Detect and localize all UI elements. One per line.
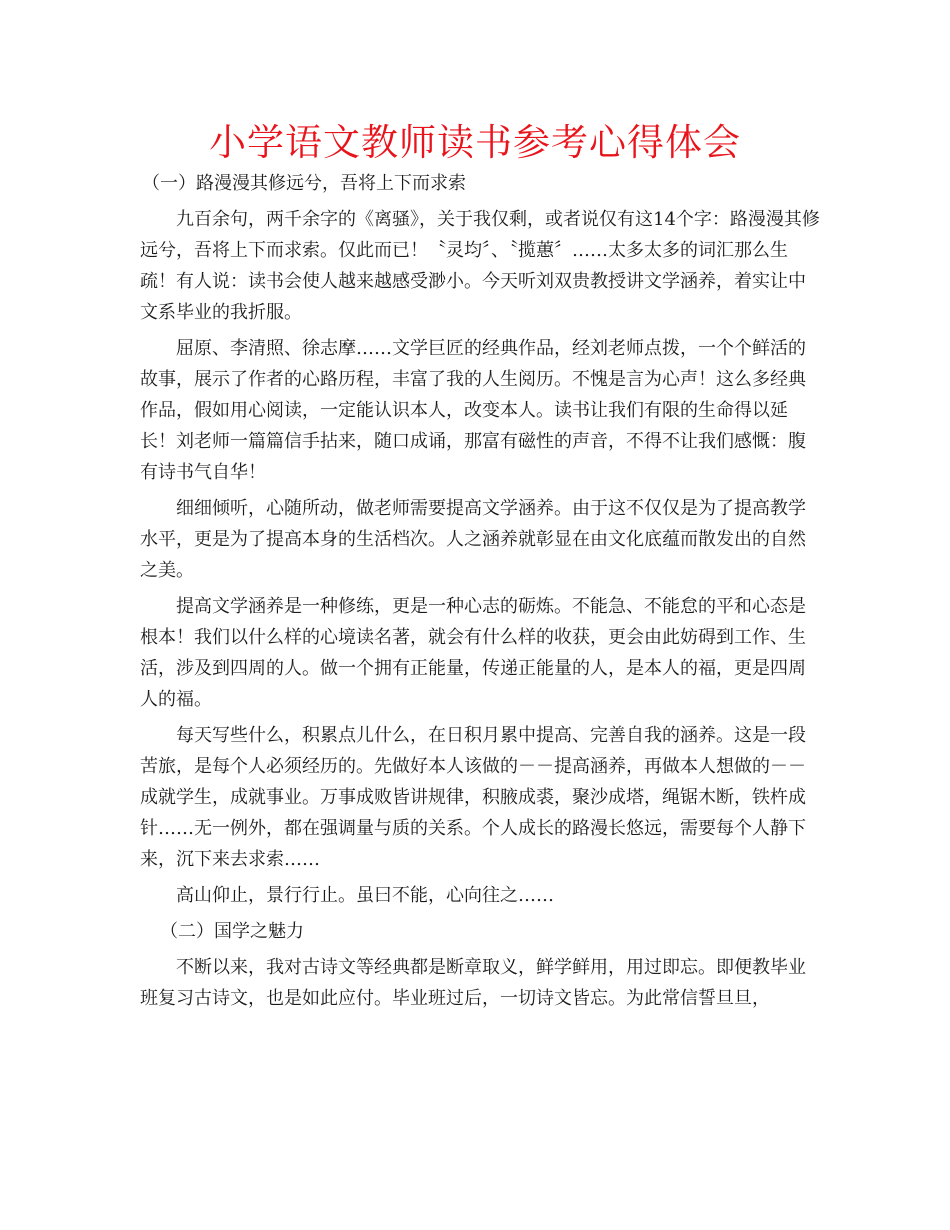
paragraph: 屈原、李清照、徐志摩……文学巨匠的经典作品，经刘老师点拨，一个个鲜活的故事，展示了作者的心路历程，丰富了我的人生阅历。不愧是言为心声！这么多经典作品，假如用心阅读，一定能认识本人，改变本人。读书让我们有限的生命得以延长！刘老师一篇篇信手拈来，随口成诵，那富有磁性的声音，不得不让我们感慨：腹有诗书气自华！ [140, 338, 806, 483]
document-title: 小学语文教师读书参考心得体会 [209, 121, 741, 164]
document-body [140, 168, 820, 1014]
section-heading-1: （一）路漫漫其修远兮，吾将上下而求索 [142, 173, 466, 194]
paragraph: 高山仰止，景行行止。虽曰不能，心向往之…… [176, 885, 554, 906]
paragraph: 提高文学涵养是一种修练，更是一种心志的砺炼。不能急、不能怠的平和心态是根本！我们以什么样的心境读名著，就会有什么样的收获，更会由此妨碍到工作、生活，涉及到四周的人。做一个拥有正能量，传递正能量的人，是本人的福，更是四周人的福。 [140, 596, 806, 710]
paragraph: 不断以来，我对古诗文等经典都是断章取义，鲜学鲜用，用过即忘。即便教毕业班复习古诗文，也是如此应付。毕业班过后，一切诗文皆忘。为此常信誓旦旦， [140, 957, 806, 1009]
paragraph: 细细倾听，心随所动，做老师需要提高文学涵养。由于这不仅仅是为了提高教学水平，更是为了提高本身的生活档次。人之涵养就彰显在由文化底蕴而散发出的自然之美。 [140, 498, 806, 581]
section-heading-2: （二）国学之魅力 [160, 921, 304, 942]
paragraph: 九百余句，两千余字的《离骚》，关于我仅剩，或者说仅有这14个字：路漫漫其修远兮，吾将上下而求索。仅此而已！〝灵均〞、〝揽蕙〞……太多太多的词汇那么生疏！有人说：读书会使人越来越感受渺小。今天听刘双贵教授讲文学涵养，着实让中文系毕业的我折服。 [140, 209, 820, 323]
paragraph: 每天写些什么，积累点儿什么，在日积月累中提高、完善自我的涵养。这是一段苦旅，是每个人必须经历的。先做好本人该做的－－提高涵养，再做本人想做的－－成就学生，成就事业。万事成败皆讲规律，积腋成裘，聚沙成塔，绳锯木断，铁杵成针……无一例外，都在强调量与质的关系。个人成长的路漫长悠远，需要每个人静下来，沉下来去求索…… [140, 725, 806, 870]
